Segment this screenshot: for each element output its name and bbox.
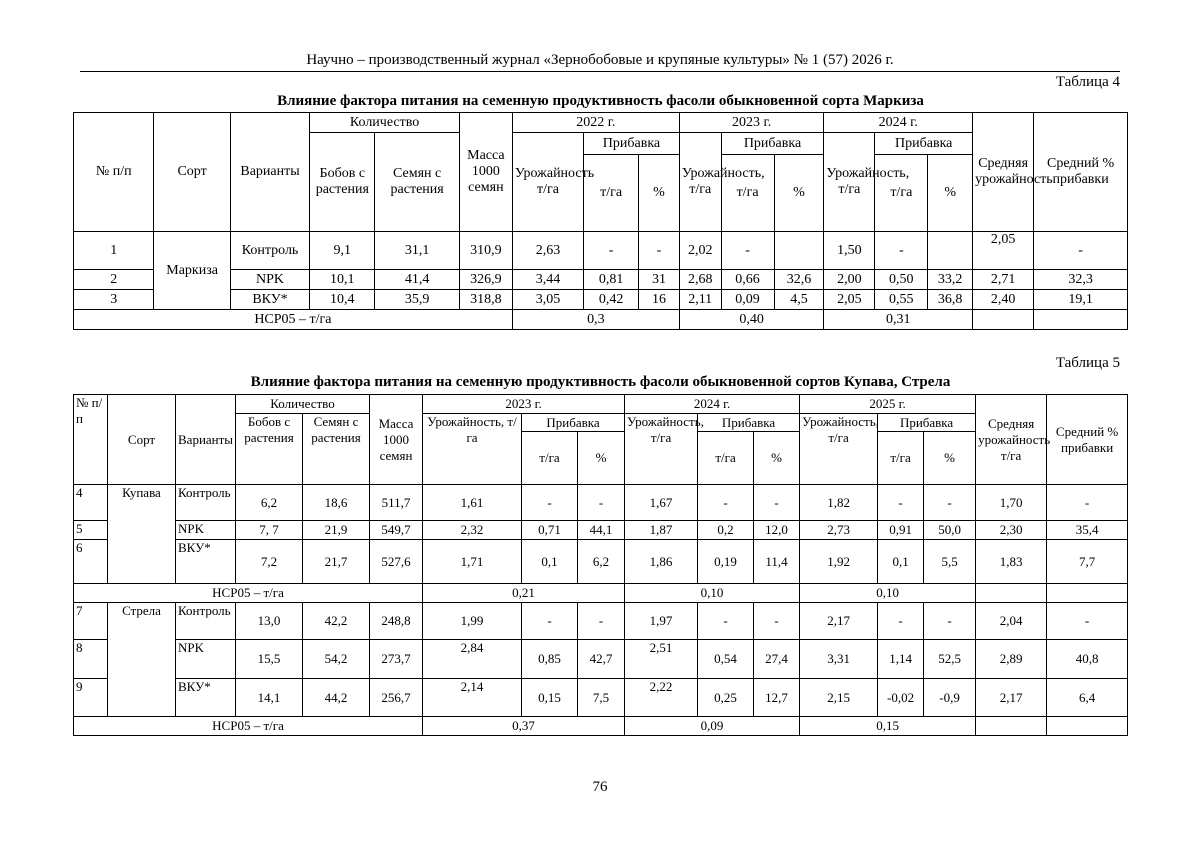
variant: ВКУ* xyxy=(230,290,309,310)
gain-p-y2: 27,4 xyxy=(754,640,800,679)
gain-t-y2: 0,25 xyxy=(698,679,754,717)
yield-y3: 2,17 xyxy=(800,603,878,640)
table-row xyxy=(74,232,1128,270)
yield-y2: 2,51 xyxy=(625,640,698,679)
yield-y2: 1,86 xyxy=(625,540,698,584)
seeds: 54,2 xyxy=(303,640,370,679)
gain-t-y2: 0,19 xyxy=(698,540,754,584)
yield-y1: 2,84 xyxy=(423,640,522,679)
t4-header-avg-gain: Средний % прибавки xyxy=(1034,113,1128,232)
nsr-label: НСР05 – т/га xyxy=(74,717,423,736)
avg-yield: 1,70 xyxy=(976,485,1047,521)
row-num: 9 xyxy=(74,679,108,717)
t5-header-sort: Сорт xyxy=(108,395,176,485)
yield-y3: 1,92 xyxy=(800,540,878,584)
table5-label: Таблица 5 xyxy=(1055,355,1120,371)
t4-header-quantity: Количество xyxy=(310,113,460,133)
table-row xyxy=(74,485,1128,521)
yield-y1: 1,71 xyxy=(423,540,522,584)
yield-y3: 1,50 xyxy=(824,232,875,270)
gain-t-y1: 0,81 xyxy=(584,270,639,290)
beans: 9,1 xyxy=(310,232,375,270)
yield-y1: 3,05 xyxy=(512,290,583,310)
mass: 549,7 xyxy=(370,521,423,540)
t5-header-pct: % xyxy=(578,432,625,485)
beans: 10,4 xyxy=(310,290,375,310)
yield-y1: 1,99 xyxy=(423,603,522,640)
nsr-label: НСР05 – т/га xyxy=(74,584,423,603)
avg-gain: 19,1 xyxy=(1034,290,1128,310)
yield-y3: 1,82 xyxy=(800,485,878,521)
gain-p-y2: 12,0 xyxy=(754,521,800,540)
empty-cell xyxy=(1034,310,1128,330)
avg-gain: 6,4 xyxy=(1047,679,1128,717)
gain-t-y1: - xyxy=(522,603,578,640)
seeds: 41,4 xyxy=(375,270,460,290)
beans: 7, 7 xyxy=(236,521,303,540)
t5-header-pct: % xyxy=(754,432,800,485)
seeds: 18,6 xyxy=(303,485,370,521)
gain-t-y2: 0,66 xyxy=(721,270,774,290)
header-rule xyxy=(80,71,1120,72)
t5-header-tga: т/га xyxy=(522,432,578,485)
t5-header-beans: Бобов с растения xyxy=(236,414,303,485)
sort-name: Купава xyxy=(108,485,176,584)
variant: NPK xyxy=(176,640,236,679)
table4-label: Таблица 4 xyxy=(1055,74,1120,90)
gain-p-y2: - xyxy=(754,603,800,640)
gain-p-y1: 31 xyxy=(639,270,680,290)
yield-y1: 2,14 xyxy=(423,679,522,717)
gain-p-y1: - xyxy=(578,603,625,640)
row-num: 3 xyxy=(74,290,154,310)
gain-p-y1: - xyxy=(639,232,680,270)
gain-p-y3: 5,5 xyxy=(924,540,976,584)
avg-gain: 40,8 xyxy=(1047,640,1128,679)
journal-header: Научно – производственный журнал «Зернобобовые и крупяные культуры» № 1 (57) 2026 г. xyxy=(306,52,894,68)
avg-gain: - xyxy=(1034,232,1128,270)
t4-header-yield3: Урожайность, т/га xyxy=(824,133,875,232)
mass: 527,6 xyxy=(370,540,423,584)
gain-t-y1: - xyxy=(584,232,639,270)
mass: 273,7 xyxy=(370,640,423,679)
variant: ВКУ* xyxy=(176,679,236,717)
t5-header-gain1: Прибавка xyxy=(522,414,625,432)
gain-p-y1: 7,5 xyxy=(578,679,625,717)
t5-header-seeds: Семян с растения xyxy=(303,414,370,485)
mass: 310,9 xyxy=(459,232,512,270)
nsr-value-y1: 0,21 xyxy=(423,584,625,603)
gain-t-y3: 0,91 xyxy=(878,521,924,540)
nsr-row xyxy=(74,584,1128,603)
seeds: 21,9 xyxy=(303,521,370,540)
avg-gain: 35,4 xyxy=(1047,521,1128,540)
t5-header-avg-yield: Средняя урожайность т/га xyxy=(976,395,1047,485)
variant: Контроль xyxy=(176,603,236,640)
t4-header-yield1: Урожайность т/га xyxy=(512,133,583,232)
seeds: 21,7 xyxy=(303,540,370,584)
gain-p-y3: - xyxy=(924,603,976,640)
t5-header-tga: т/га xyxy=(698,432,754,485)
yield-y2: 1,97 xyxy=(625,603,698,640)
t5-header-year3: 2025 г. xyxy=(800,395,976,414)
page-number: 76 xyxy=(592,779,608,795)
gain-t-y1: 0,15 xyxy=(522,679,578,717)
t4-header-year1: 2022 г. xyxy=(512,113,679,133)
gain-t-y1: - xyxy=(522,485,578,521)
avg-yield: 2,30 xyxy=(976,521,1047,540)
t5-header-tga: т/га xyxy=(878,432,924,485)
yield-y3: 3,31 xyxy=(800,640,878,679)
gain-p-y2: 12,7 xyxy=(754,679,800,717)
gain-p-y3: -0,9 xyxy=(924,679,976,717)
gain-t-y3: - xyxy=(878,603,924,640)
table-row xyxy=(74,270,1128,290)
t4-header-num: № п/п xyxy=(74,113,154,232)
gain-t-y2: - xyxy=(721,232,774,270)
avg-yield: 2,17 xyxy=(976,679,1047,717)
nsr-value-y2: 0,40 xyxy=(679,310,824,330)
t4-header-tga: т/га xyxy=(875,155,928,232)
beans: 6,2 xyxy=(236,485,303,521)
gain-t-y3: - xyxy=(878,485,924,521)
variant: Контроль xyxy=(176,485,236,521)
gain-p-y3: 36,8 xyxy=(928,290,973,310)
table-row xyxy=(74,521,1128,540)
gain-t-y2: 0,09 xyxy=(721,290,774,310)
gain-t-y3: 0,50 xyxy=(875,270,928,290)
gain-t-y3: 1,14 xyxy=(878,640,924,679)
mass: 318,8 xyxy=(459,290,512,310)
variant: Контроль xyxy=(230,232,309,270)
gain-t-y1: 0,71 xyxy=(522,521,578,540)
table-row xyxy=(74,540,1128,584)
seeds: 44,2 xyxy=(303,679,370,717)
t4-header-sort: Сорт xyxy=(154,113,230,232)
beans: 10,1 xyxy=(310,270,375,290)
t4-header-variant: Варианты xyxy=(230,113,309,232)
gain-p-y3: 50,0 xyxy=(924,521,976,540)
gain-t-y1: 0,42 xyxy=(584,290,639,310)
avg-yield: 2,71 xyxy=(973,270,1034,290)
yield-y2: 1,87 xyxy=(625,521,698,540)
yield-y2: 2,02 xyxy=(679,232,721,270)
gain-t-y1: 0,1 xyxy=(522,540,578,584)
yield-y1: 2,63 xyxy=(512,232,583,270)
mass: 256,7 xyxy=(370,679,423,717)
seeds: 31,1 xyxy=(375,232,460,270)
gain-p-y2: 4,5 xyxy=(774,290,824,310)
avg-yield: 1,83 xyxy=(976,540,1047,584)
t5-header-gain2: Прибавка xyxy=(698,414,800,432)
t4-header-gain1: Прибавка xyxy=(584,133,680,155)
t4-header-yield2: Урожайность, т/га xyxy=(679,133,721,232)
t4-header-year3: 2024 г. xyxy=(824,113,973,133)
beans: 14,1 xyxy=(236,679,303,717)
t5-header-pct: % xyxy=(924,432,976,485)
t4-header-beans: Бобов с растения xyxy=(310,133,375,232)
yield-y3: 2,05 xyxy=(824,290,875,310)
yield-y2: 2,11 xyxy=(679,290,721,310)
yield-y2: 2,68 xyxy=(679,270,721,290)
empty-cell xyxy=(976,584,1047,603)
gain-p-y2 xyxy=(774,232,824,270)
row-num: 8 xyxy=(74,640,108,679)
table5 xyxy=(73,394,1128,736)
t5-header-variant: Варианты xyxy=(176,395,236,485)
t5-header-year1: 2023 г. xyxy=(423,395,625,414)
gain-p-y2: 32,6 xyxy=(774,270,824,290)
avg-gain: - xyxy=(1047,603,1128,640)
yield-y1: 1,61 xyxy=(423,485,522,521)
gain-t-y3: 0,1 xyxy=(878,540,924,584)
nsr-row xyxy=(74,310,1128,330)
t5-header-gain3: Прибавка xyxy=(878,414,976,432)
table-row xyxy=(74,679,1128,717)
nsr-value-y3: 0,31 xyxy=(824,310,973,330)
empty-cell xyxy=(1047,584,1128,603)
nsr-label: НСР05 – т/га xyxy=(74,310,513,330)
gain-p-y3: 33,2 xyxy=(928,270,973,290)
gain-t-y1: 0,85 xyxy=(522,640,578,679)
yield-y3: 2,15 xyxy=(800,679,878,717)
yield-y1: 3,44 xyxy=(512,270,583,290)
gain-t-y3: 0,55 xyxy=(875,290,928,310)
gain-p-y1: 6,2 xyxy=(578,540,625,584)
gain-t-y3: - xyxy=(875,232,928,270)
avg-yield: 2,04 xyxy=(976,603,1047,640)
mass: 511,7 xyxy=(370,485,423,521)
avg-gain: 32,3 xyxy=(1034,270,1128,290)
row-num: 2 xyxy=(74,270,154,290)
sort-name: Маркиза xyxy=(154,232,230,310)
seeds: 35,9 xyxy=(375,290,460,310)
row-num: 6 xyxy=(74,540,108,584)
nsr-value-y2: 0,09 xyxy=(625,717,800,736)
nsr-row xyxy=(74,717,1128,736)
table4 xyxy=(73,112,1128,330)
t5-header-yield3: Урожайность, т/га xyxy=(800,414,878,485)
nsr-value-y1: 0,37 xyxy=(423,717,625,736)
gain-p-y3: 52,5 xyxy=(924,640,976,679)
gain-p-y3: - xyxy=(924,485,976,521)
t5-header-num: № п/п xyxy=(74,395,108,485)
variant: ВКУ* xyxy=(176,540,236,584)
sort-name: Стрела xyxy=(108,603,176,717)
t4-header-tga: т/га xyxy=(721,155,774,232)
t4-header-gain3: Прибавка xyxy=(875,133,973,155)
gain-t-y3: -0,02 xyxy=(878,679,924,717)
t5-header-mass: Масса 1000 семян xyxy=(370,395,423,485)
gain-p-y1: - xyxy=(578,485,625,521)
t4-header-seeds: Семян с растения xyxy=(375,133,460,232)
yield-y3: 2,73 xyxy=(800,521,878,540)
seeds: 42,2 xyxy=(303,603,370,640)
table4-title: Влияние фактора питания на семенную продуктивность фасоли обыкновенной сорта Маркиза xyxy=(277,93,924,109)
row-num: 4 xyxy=(74,485,108,521)
empty-cell xyxy=(973,310,1034,330)
t5-header-year2: 2024 г. xyxy=(625,395,800,414)
t4-header-year2: 2023 г. xyxy=(679,113,824,133)
yield-y3: 2,00 xyxy=(824,270,875,290)
beans: 7,2 xyxy=(236,540,303,584)
variant: NPK xyxy=(230,270,309,290)
gain-p-y3 xyxy=(928,232,973,270)
gain-p-y1: 16 xyxy=(639,290,680,310)
nsr-value-y3: 0,15 xyxy=(800,717,976,736)
t4-header-pct: % xyxy=(928,155,973,232)
gain-t-y2: - xyxy=(698,603,754,640)
row-num: 5 xyxy=(74,521,108,540)
row-num: 1 xyxy=(74,232,154,270)
t4-header-mass: Масса 1000 семян xyxy=(459,113,512,232)
t5-header-yield1: Урожайность, т/га xyxy=(423,414,522,485)
t5-header-yield2: Урожайность, т/га xyxy=(625,414,698,485)
t4-header-gain2: Прибавка xyxy=(721,133,824,155)
gain-p-y2: - xyxy=(754,485,800,521)
table5-title: Влияние фактора питания на семенную продуктивность фасоли обыкновенной сортов Купава, Стрела xyxy=(250,374,951,390)
avg-yield: 2,05 xyxy=(973,232,1034,270)
yield-y2: 2,22 xyxy=(625,679,698,717)
variant: NPK xyxy=(176,521,236,540)
row-num: 7 xyxy=(74,603,108,640)
t5-header-avg-gain: Средний % прибавки xyxy=(1047,395,1128,485)
gain-p-y1: 42,7 xyxy=(578,640,625,679)
gain-t-y2: - xyxy=(698,485,754,521)
mass: 326,9 xyxy=(459,270,512,290)
empty-cell xyxy=(976,717,1047,736)
nsr-value-y3: 0,10 xyxy=(800,584,976,603)
t5-header-quantity: Количество xyxy=(236,395,370,414)
t4-header-pct: % xyxy=(774,155,824,232)
mass: 248,8 xyxy=(370,603,423,640)
gain-p-y2: 11,4 xyxy=(754,540,800,584)
table-row xyxy=(74,290,1128,310)
table-row xyxy=(74,603,1128,640)
nsr-value-y2: 0,10 xyxy=(625,584,800,603)
avg-gain: - xyxy=(1047,485,1128,521)
empty-cell xyxy=(1047,717,1128,736)
nsr-value-y1: 0,3 xyxy=(512,310,679,330)
gain-p-y1: 44,1 xyxy=(578,521,625,540)
beans: 15,5 xyxy=(236,640,303,679)
t4-header-tga: т/га xyxy=(584,155,639,232)
table-row xyxy=(74,640,1128,679)
yield-y1: 2,32 xyxy=(423,521,522,540)
avg-yield: 2,89 xyxy=(976,640,1047,679)
avg-yield: 2,40 xyxy=(973,290,1034,310)
gain-t-y2: 0,54 xyxy=(698,640,754,679)
yield-y2: 1,67 xyxy=(625,485,698,521)
gain-t-y2: 0,2 xyxy=(698,521,754,540)
t4-header-avg-yield: Средняя урожайность xyxy=(973,113,1034,232)
beans: 13,0 xyxy=(236,603,303,640)
t4-header-pct: % xyxy=(639,155,680,232)
avg-gain: 7,7 xyxy=(1047,540,1128,584)
